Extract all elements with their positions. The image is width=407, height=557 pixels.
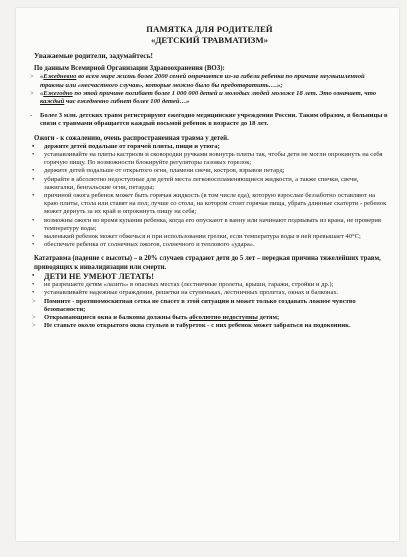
bullet-icon: • bbox=[32, 175, 35, 183]
dash-marker-icon: - bbox=[30, 112, 33, 120]
burns-item: • держите детей подальше от открытого огня, пламени свечи, костров, взрывов петард; bbox=[32, 167, 285, 175]
burns-item: • обеспечьте ребенка от солнечных ожогов, солнечного и теплового «удара». bbox=[32, 241, 255, 249]
greeting: Уважаемые родители, задумайтесь! bbox=[34, 51, 153, 60]
falls-item: > Помните - противомоскитная сетка не спасет в этой ситуации и может только создавать ложное чувство безопасности; bbox=[32, 297, 356, 313]
burns-item: • держите детей подальше от горячей плиты, пищи и утюга; bbox=[32, 142, 220, 150]
falls-item: > Открывающиеся окна и балконы должны быть абсолютно недоступны детям; bbox=[32, 313, 280, 321]
bullet-icon: • bbox=[32, 191, 35, 199]
falls-list bbox=[30, 272, 389, 331]
stats-block bbox=[30, 112, 389, 128]
who-quote-1: > «Ежедневно во всем мире жизнь более 2000 семей омрачается из-за гибели ребенка по причине неумышленной травмы или «несчастного случая», которые можно было бы предотвратить….»; bbox=[30, 73, 365, 89]
document-content bbox=[16, 8, 399, 330]
bullet-icon: • bbox=[32, 142, 35, 150]
arrow-marker-icon: > bbox=[32, 322, 36, 330]
arrow-marker-icon: > bbox=[30, 73, 34, 81]
arrow-marker-icon: > bbox=[32, 297, 36, 305]
bullet-icon: • bbox=[32, 289, 35, 297]
document-title: ПАМЯТКА ДЛЯ РОДИТЕЛЕЙ bbox=[146, 24, 273, 34]
falls-heading: Кататравма (падение с высоты) – в 20% случаев страдают дети до 5 лет – передкая причина тяжелейших травм, приводящих к инвалидизации или смерти. bbox=[34, 255, 381, 271]
document-subtitle: «ДЕТСКИЙ ТРАВМАТИЗМ» bbox=[150, 35, 269, 45]
burns-item: • устанавливайте на плиты кастрюли и сковородки ручками вовнутрь плиты так, чтобы дети не могли опрокинуть на себя горячую пищу. По возможности блокируйте регуляторы газовых горелок; bbox=[32, 150, 383, 167]
who-quote-2: > «Ежегодно по этой причине погибает более 1 000 000 детей и молодых людей моложе 18 лет. Это означает, что каждый час ежедневно гибнет более 100 детей…» bbox=[30, 89, 377, 105]
burns-item: • причиной ожога ребенок может быть горячая жидкость (в том числе еда), которую взрослые беззаботно оставляют на краю плиты, стола или ставят на пол; лучше со стола, на котором стоит горячая пища, убрать длинные скатерти - ребенок может дернуть за их край и опрокинуть пищу на себя; bbox=[32, 191, 387, 216]
bullet-icon: • bbox=[32, 150, 35, 158]
burns-item: • маленький ребенок может обжечься и при использовании грелки, если температура воды в ней превышает 40°С; bbox=[32, 232, 361, 240]
burns-list bbox=[30, 143, 389, 250]
bullet-icon: • bbox=[32, 281, 35, 289]
bullet-icon: • bbox=[32, 216, 35, 224]
falls-item: • устанавливайте надежные ограждения, решетки на ступеньках, лестничных пролетах, окнах и балконах. bbox=[32, 289, 339, 297]
falls-item: • не разрешаете детям «лазить» в опасных местах (лестничные пролеты, крыши, гаражи, стройки и др.); bbox=[32, 281, 334, 289]
who-intro: По данным Всемирной Организации Здравоохранения (ВОЗ): bbox=[34, 65, 225, 72]
emphasis-daily: Ежедневно bbox=[43, 73, 77, 81]
bullet-icon: • bbox=[32, 241, 35, 249]
emphasis-inaccessible: абсолютно недоступны bbox=[189, 313, 258, 321]
who-quotes bbox=[30, 73, 389, 106]
bullet-icon: • bbox=[32, 232, 35, 240]
arrow-marker-icon: > bbox=[32, 313, 36, 321]
emphasis-every: каждый bbox=[40, 97, 65, 105]
burns-item: • возможны ожоги во время купания ребенка, когда его опускают в ванну или начинают подмывать из крана, не проверив температуру воды; bbox=[32, 216, 382, 232]
stats-item: - Более 3 млн. детских травм регистрируют ежегодно медицинские учреждения России. Таким образом, в больницы в связи с травмами обращается каждый восьмой ребенок в возрасте до 18 лет. bbox=[30, 112, 388, 128]
burns-heading: Ожоги - к сожалению, очень распространенная травма у детей. bbox=[34, 134, 229, 142]
emphasis-yearly: Ежегодно bbox=[43, 89, 73, 97]
document-page bbox=[16, 8, 399, 541]
burns-item: • убирайте в абсолютно недоступные для детей места легковоспламеняющиеся жидкости, а также спички, свечи, зажигалки, бенгальские огни, петарды; bbox=[32, 175, 359, 191]
arrow-marker-icon: > bbox=[30, 89, 34, 97]
bullet-icon: • bbox=[32, 271, 35, 279]
falls-warning: • ДЕТИ НЕ УМЕЮТ ЛЕТАТЬ! bbox=[32, 271, 154, 281]
falls-item: > Не ставьте около открытого окна стульев и табуреток - с них ребенок может забраться на подоконник. bbox=[32, 322, 351, 330]
bullet-icon: • bbox=[32, 167, 35, 175]
